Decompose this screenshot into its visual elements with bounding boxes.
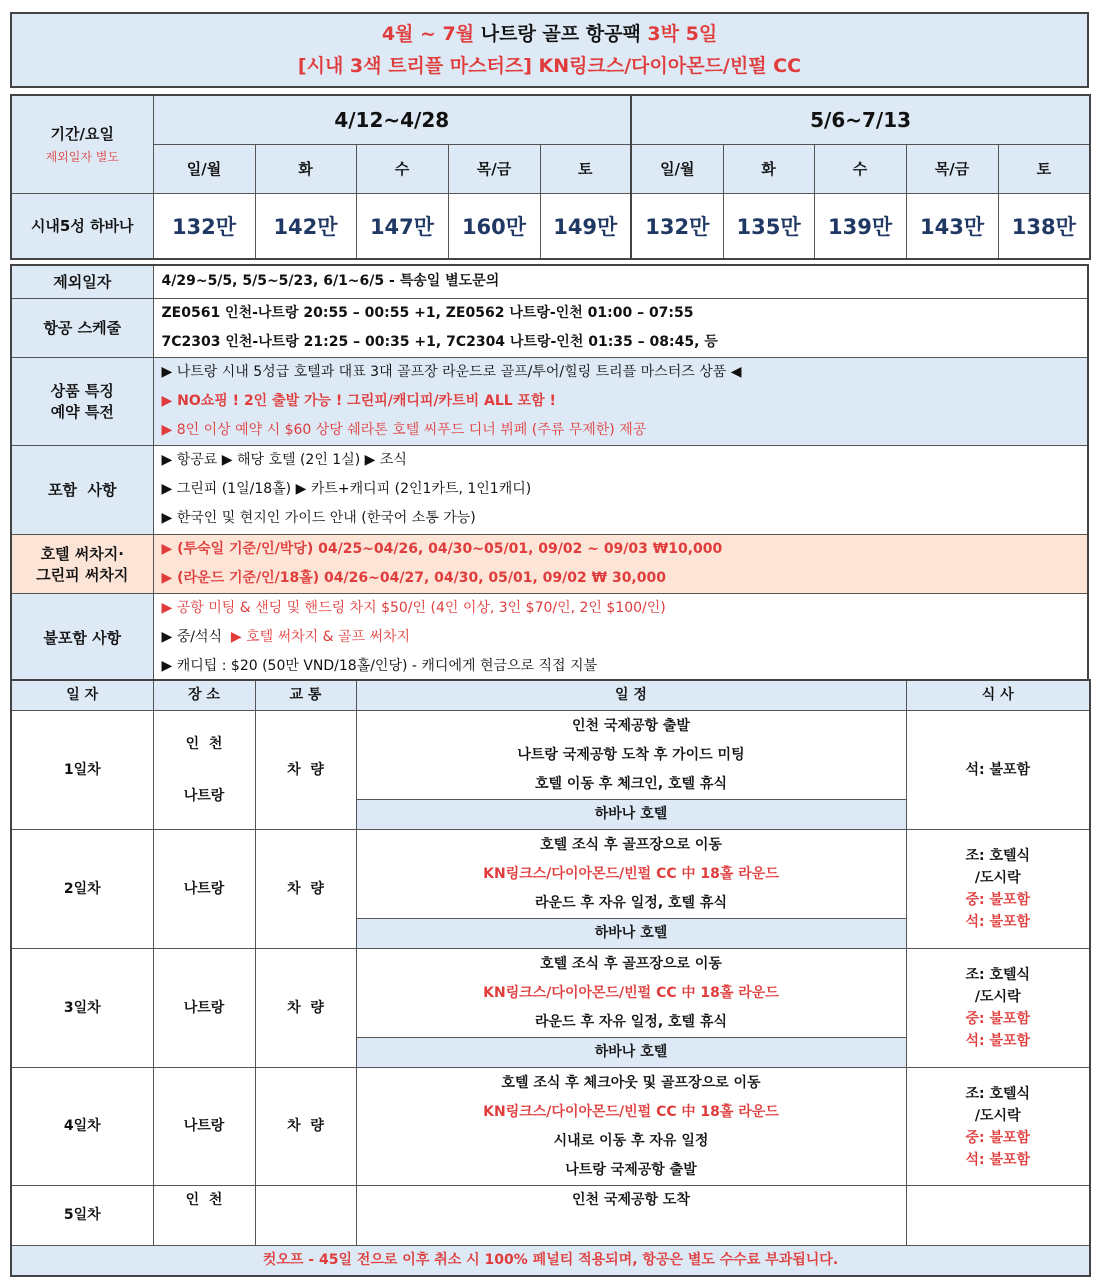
weekday-header: 화 — [255, 144, 356, 193]
price-cell: 147만 — [356, 193, 448, 259]
place-cell — [153, 1068, 255, 1186]
meal-cell — [906, 949, 1090, 1068]
schedule-item: 시내로 이동 후 자유 일정 — [553, 1132, 709, 1149]
itinerary-table — [10, 679, 1091, 1277]
price-cell: 132만 — [153, 193, 255, 259]
period-label: 기간/요일 — [50, 125, 114, 144]
meal-cell — [906, 830, 1090, 949]
transport-cell — [255, 830, 356, 949]
price-cell: 138만 — [998, 193, 1090, 259]
features-label-1: 상품 특징 — [50, 382, 114, 400]
weekday-header: 목/금 — [906, 144, 998, 193]
not-included-line: ▶ 캐디팁 : $20 (50만 VND/18홀/인당) - 캐디에게 현금으로 직접 지불 — [161, 657, 598, 674]
transport-cell — [255, 1186, 356, 1246]
transport: 차 량 — [287, 880, 324, 897]
meal: 석: 불포함 — [965, 762, 1031, 778]
price-cell: 160만 — [448, 193, 540, 259]
place: 인 천 — [185, 1192, 223, 1208]
meal: 중: 불포함 — [965, 1011, 1031, 1027]
price-cell: 135만 — [723, 193, 814, 259]
meal: /도시락 — [974, 989, 1021, 1005]
schedule-item: 호텔 이동 후 체크인, 호텔 휴식 — [535, 775, 727, 792]
itinerary-day-row — [11, 830, 1090, 919]
period-1: 4/12~4/28 — [153, 95, 631, 144]
weekday-header: 화 — [723, 144, 814, 193]
meal: 중: 불포함 — [965, 892, 1031, 908]
period-2: 5/6~7/13 — [631, 95, 1090, 144]
title-box — [10, 12, 1089, 88]
itinerary-header: 식 사 — [906, 680, 1090, 711]
surcharge-excluded: ▶ 호텔 써차지 & 골프 써차지 — [230, 628, 411, 645]
price-cell: 142만 — [255, 193, 356, 259]
weekday-header: 토 — [540, 144, 631, 193]
weekday-header: 토 — [998, 144, 1090, 193]
weekday-header: 일/월 — [631, 144, 723, 193]
schedule-item: 인천 국제공항 도착 — [572, 1192, 690, 1208]
place: 나트랑 — [183, 788, 225, 804]
schedule-cell — [356, 949, 906, 1038]
price-table — [10, 94, 1091, 260]
schedule-cell — [356, 830, 906, 919]
title-months: 4월 ~ 7월 — [381, 23, 475, 45]
meal: 조: 호텔식 — [965, 848, 1031, 864]
features-label — [11, 357, 153, 445]
meal: 조: 호텔식 — [965, 1085, 1031, 1102]
meal-cell — [906, 1186, 1090, 1246]
place-cell — [153, 711, 255, 830]
hotel-name: 시내5성 하바나 — [11, 193, 153, 259]
day-label: 5일차 — [11, 1186, 153, 1246]
not-included-line: ▶ 공항 미팅 & 샌딩 및 핸드링 차지 $50/인 (4인 이상, 3인 $70/인, 2인 $100/인) — [161, 599, 666, 616]
weekday-header: 수 — [356, 144, 448, 193]
meal-cell — [906, 711, 1090, 830]
period-header — [11, 95, 153, 193]
itinerary-day-row — [11, 711, 1090, 800]
hotel-stay: 하바나 호텔 — [356, 919, 906, 949]
transport-cell — [255, 1068, 356, 1186]
meals-excluded: ▶ 중/석식 — [161, 628, 231, 645]
feature-line: ▶ 나트랑 시내 5성급 호텔과 대표 3대 골프장 라운드로 골프/투어/힐링 트리플 마스터즈 상품 ◀ — [161, 363, 742, 380]
meal-cell — [906, 1068, 1090, 1186]
included-label: 포함 사항 — [11, 445, 153, 534]
day-label: 3일차 — [11, 949, 153, 1068]
itinerary-day-row — [11, 1068, 1090, 1186]
itinerary-header: 일 자 — [11, 680, 153, 711]
info-table — [10, 264, 1089, 683]
title-line-1 — [12, 18, 1087, 50]
day-label: 1일차 — [11, 711, 153, 830]
schedule-cell — [356, 1068, 906, 1186]
title-product: 나트랑 골프 항공팩 — [474, 23, 648, 45]
schedule-item: 나트랑 국제공항 도착 후 가이드 미팅 — [517, 746, 745, 763]
transport-cell — [255, 711, 356, 830]
schedule-item: 호텔 조식 후 체크아웃 및 골프장으로 이동 — [501, 1074, 761, 1091]
place: 나트랑 — [183, 999, 225, 1016]
included-line: ▶ 항공료 ▶ 해당 호텔 (2인 1실) ▶ 조식 — [161, 452, 407, 468]
excluded-note: 제외일자 별도 — [45, 150, 119, 165]
meal: 석: 불포함 — [965, 1151, 1031, 1168]
schedule-item: KN링크스/다이아몬드/빈펄 CC 中 18홀 라운드 — [483, 984, 779, 1001]
transport-cell — [255, 949, 356, 1068]
flight-line: 7C2303 인천-나트랑 21:25 – 00:35 +1, 7C2304 나트랑-인천 01:35 – 08:45, 등 — [161, 333, 718, 350]
meal: 석: 불포함 — [965, 914, 1031, 930]
surcharge-line: ▶ (투숙일 기준/인/박당) 04/25~04/26, 04/30~05/01, 09/02 ~ 09/03 ₩10,000 — [161, 540, 723, 557]
place-cell — [153, 949, 255, 1068]
itinerary-header: 일 정 — [356, 680, 906, 711]
day-label: 4일차 — [11, 1068, 153, 1186]
meal: /도시락 — [974, 870, 1021, 886]
feature-line: ▶ NO쇼핑 ! 2인 출발 가능 ! 그린피/캐디피/카트비 ALL 포함 ! — [161, 392, 556, 409]
title-duration: 3박 5일 — [647, 23, 718, 45]
excluded-label: 제외일자 — [11, 265, 153, 298]
itinerary-header: 교 통 — [255, 680, 356, 711]
surcharge-line: ▶ (라운드 기준/인/18홀) 04/26~04/27, 04/30, 05/01, 09/02 ₩ 30,000 — [161, 569, 666, 586]
schedule-item: KN링크스/다이아몬드/빈펄 CC 中 18홀 라운드 — [483, 1103, 779, 1120]
feature-line: ▶ 8인 이상 예약 시 $60 상당 쉐라톤 호텔 씨푸드 디너 뷔페 (주류 무제한) 제공 — [161, 421, 647, 438]
surcharge-label — [11, 534, 153, 593]
not-included-line — [162, 623, 1088, 652]
transport: 차 량 — [287, 999, 324, 1016]
excluded-dates: 4/29~5/5, 5/5~5/23, 6/1~6/5 - 특송일 별도문의 — [161, 273, 500, 290]
features-label-2: 예약 특전 — [50, 403, 114, 421]
surcharge-label-1: 호텔 써차지· — [40, 544, 124, 563]
title-line-2: [시내 3색 트리플 마스터즈] KN링크스/다이아몬드/빈펄 CC — [297, 55, 802, 77]
hotel-stay: 하바나 호텔 — [356, 800, 906, 830]
day-label: 2일차 — [11, 830, 153, 949]
not-included-label: 불포함 사항 — [11, 593, 153, 682]
itinerary-header: 장 소 — [153, 680, 255, 711]
price-cell: 149만 — [540, 193, 631, 259]
place: 나트랑 — [183, 880, 225, 897]
transport: 차 량 — [287, 761, 324, 778]
meal: 조: 호텔식 — [965, 967, 1031, 983]
schedule-item: 나트랑 국제공항 출발 — [565, 1161, 697, 1178]
itinerary-day-row — [11, 1186, 1090, 1246]
place: 인 천 — [185, 736, 223, 752]
weekday-header: 일/월 — [153, 144, 255, 193]
price-cell: 143만 — [906, 193, 998, 259]
transport: 차 량 — [287, 1118, 324, 1134]
meal: /도시락 — [974, 1107, 1021, 1124]
cancellation-notice: 컷오프 - 45일 전으로 이후 취소 시 100% 페널티 적용되며, 항공은 별도 수수료 부과됩니다. — [11, 1246, 1090, 1277]
weekday-header: 목/금 — [448, 144, 540, 193]
weekday-header: 수 — [814, 144, 906, 193]
place-cell — [153, 830, 255, 949]
schedule-item: 호텔 조식 후 골프장으로 이동 — [540, 955, 722, 972]
schedule-item: 인천 국제공항 출발 — [572, 717, 690, 734]
hotel-stay: 하바나 호텔 — [356, 1038, 906, 1068]
meal: 중: 불포함 — [965, 1129, 1031, 1146]
price-cell: 132만 — [631, 193, 723, 259]
flights-label: 항공 스케줄 — [11, 298, 153, 357]
schedule-cell — [356, 1186, 906, 1246]
included-line: ▶ 그린피 (1일/18홀) ▶ 카트+캐디피 (2인1카트, 1인1캐디) — [161, 481, 532, 497]
schedule-cell — [356, 711, 906, 800]
place: 나트랑 — [183, 1118, 225, 1134]
included-line: ▶ 한국인 및 현지인 가이드 안내 (한국어 소통 가능) — [161, 510, 476, 526]
schedule-item: KN링크스/다이아몬드/빈펄 CC 中 18홀 라운드 — [483, 865, 779, 882]
place-cell — [153, 1186, 255, 1246]
meal: 석: 불포함 — [965, 1033, 1031, 1049]
surcharge-label-2: 그린피 써차지 — [36, 565, 129, 584]
itinerary-day-row — [11, 949, 1090, 1038]
schedule-item: 라운드 후 자유 일정, 호텔 휴식 — [535, 1013, 727, 1030]
price-cell: 139만 — [814, 193, 906, 259]
flight-line: ZE0561 인천-나트랑 20:55 – 00:55 +1, ZE0562 나트랑-인천 01:00 – 07:55 — [161, 304, 694, 321]
schedule-item: 호텔 조식 후 골프장으로 이동 — [540, 836, 722, 853]
schedule-item: 라운드 후 자유 일정, 호텔 휴식 — [535, 894, 727, 911]
